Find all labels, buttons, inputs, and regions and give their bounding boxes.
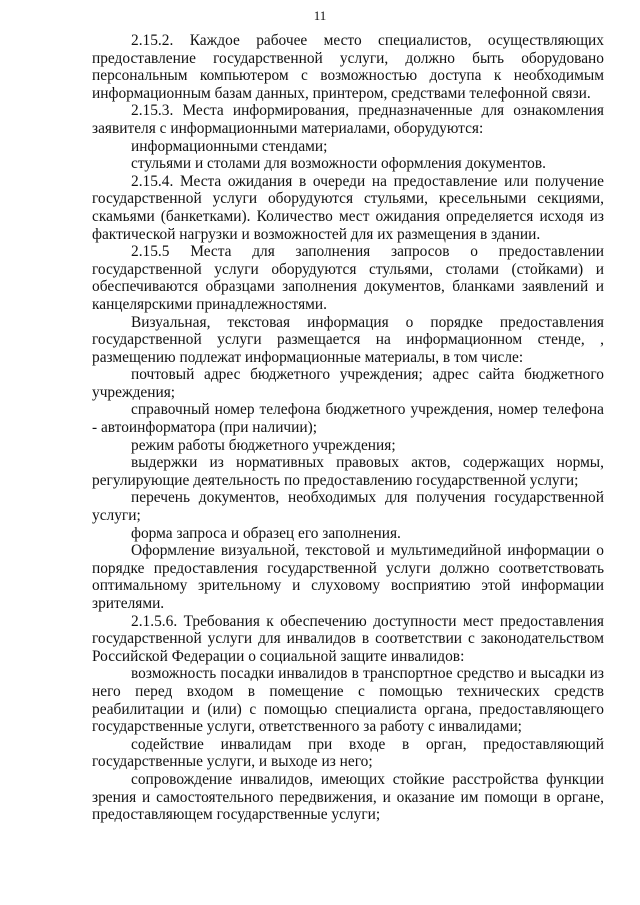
paragraph-visual-design: Оформление визуальной, текстовой и мультимедийной информации о порядке предоставления государственной услуги должно соответствовать оптимальному зрительному и слуховому восприятию этой информации зрителями. xyxy=(92,542,604,612)
list-item-legal-excerpts: выдержки из нормативных правовых актов, содержащих нормы, регулирующие деятельность по предоставлению государственной услуги; xyxy=(92,454,604,489)
paragraph-2-15-5: 2.15.5 Места для заполнения запросов о предоставлении государственной услуги оборудуются стульями, столами (стойками) и обеспечиваются образцами заполнения документов, бланками заявлений и канцелярскими принадлежностями. xyxy=(92,243,604,313)
list-item-transport-boarding: возможность посадки инвалидов в транспортное средство и высадки из него перед входом в помещение с помощью технических средств реабилитации и (или) с помощью специалиста органа, предоставляющего государственные услуги, ответственного за работу с инвалидами; xyxy=(92,665,604,736)
list-item-work-schedule: режим работы бюджетного учреждения; xyxy=(131,436,396,454)
list-item-phone-number: справочный номер телефона бюджетного учреждения, номер телефона - автоинформатора (при наличии); xyxy=(92,401,604,437)
document-body xyxy=(92,32,604,824)
list-item-escort: сопровождение инвалидов, имеющих стойкие расстройства функции зрения и самостоятельного передвижения, и оказание им помощи в органе, предоставляющем государственные услуги; xyxy=(92,770,604,824)
paragraph-2-1-5-6: 2.1.5.6. Требования к обеспечению доступности мест предоставления государственной услуги для инвалидов в соответствии с законодательством Российской Федерации о социальной защите инвалидов: xyxy=(92,612,604,665)
paragraph-visual-info: Визуальная, текстовая информация о порядке предоставления государственной услуги размещается на информационном стенде, , размещению подлежат информационные материалы, в том числе: xyxy=(92,313,604,366)
list-item-chairs-tables: стульями и столами для возможности оформления документов. xyxy=(131,155,546,173)
list-item-documents-list: перечень документов, необходимых для получения государственной услуги; xyxy=(92,489,604,525)
list-item-request-form: форма запроса и образец его заполнения. xyxy=(131,524,401,542)
paragraph-2-15-3: 2.15.3. Места информирования, предназначенные для ознакомления заявителя с информационными материалами, оборудуются: xyxy=(92,102,604,137)
paragraph-2-15-2: 2.15.2. Каждое рабочее место специалистов, осуществляющих предоставление государственной услуги, должно быть оборудовано персональным компьютером с возможностью доступа к необходимым информационным базам данных, принтером, средствами телефонной связи. xyxy=(92,32,604,102)
list-item-postal-address: почтовый адрес бюджетного учреждения; адрес сайта бюджетного учреждения; xyxy=(92,366,604,401)
page-number: 11 xyxy=(313,8,327,23)
paragraph-2-15-4: 2.15.4. Места ожидания в очереди на предоставление или получение государственной услуги оборудуются стульями, кресельными секциями, скамьями (банкетками). Количество мест ожидания определяется исходя из фактической нагрузки и возможностей для их размещения в здании. xyxy=(92,172,604,243)
list-item-entry-assistance: содействие инвалидам при входе в орган, предоставляющий государственные услуги, и выходе из него; xyxy=(92,735,604,771)
list-item-info-stands: информационными стендами; xyxy=(131,137,328,155)
